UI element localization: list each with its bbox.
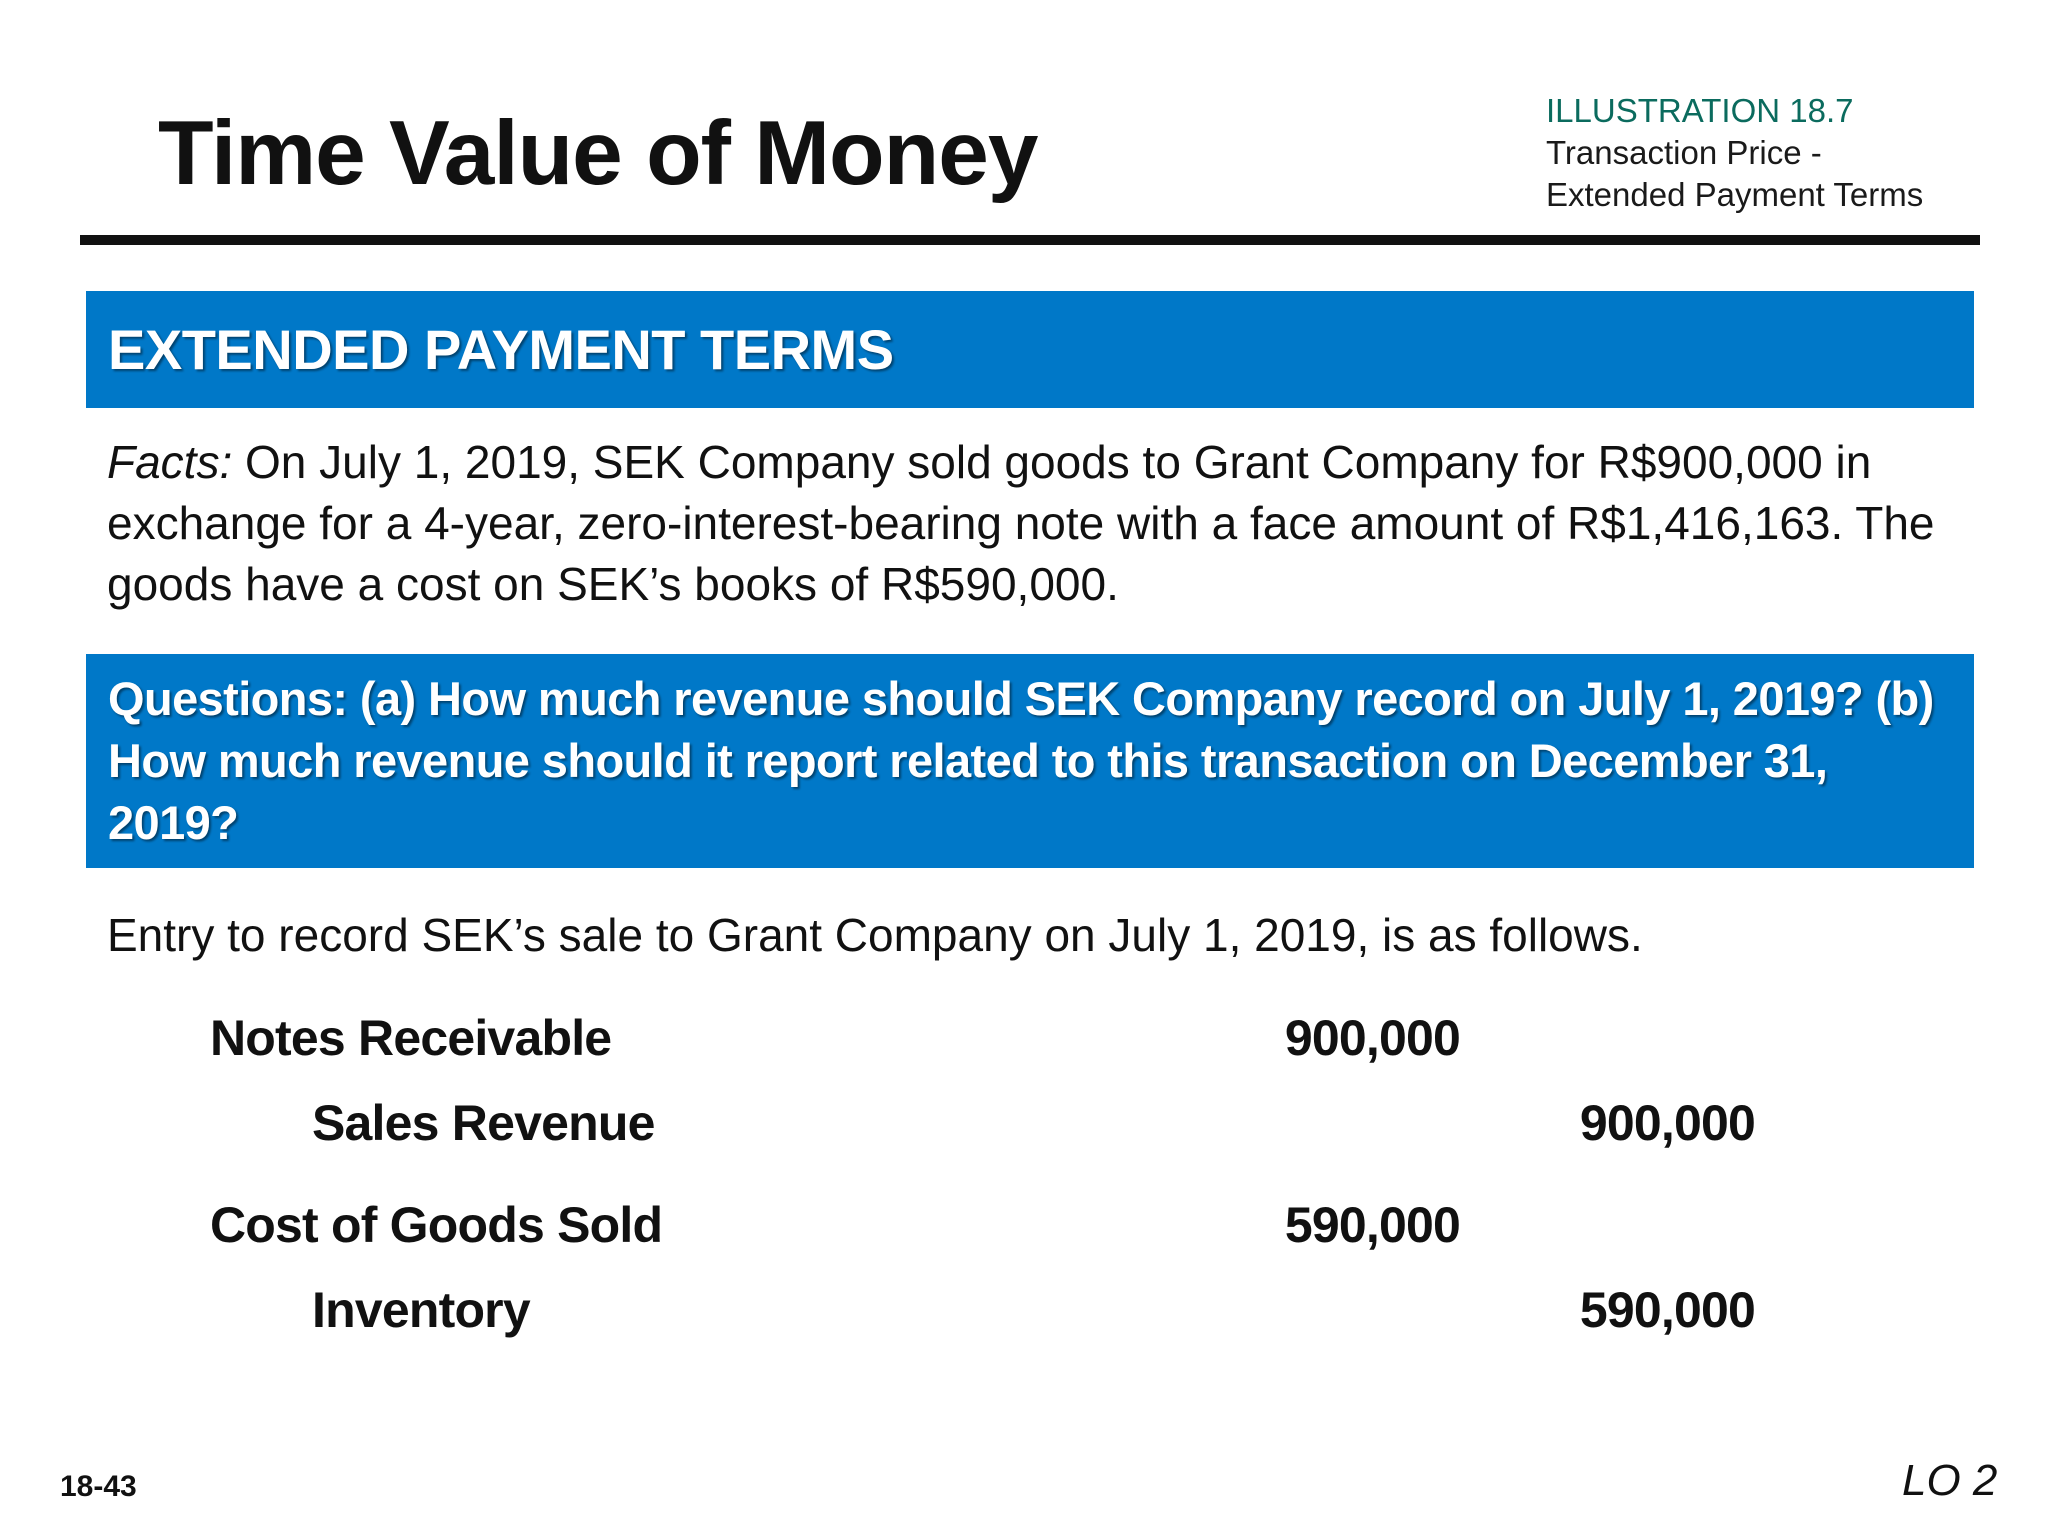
entry-intro: Entry to record SEK’s sale to Grant Company on July 1, 2019, is as follows.: [107, 909, 1643, 961]
journal-row: [0, 1280, 2048, 1340]
illustration-caption: [1546, 90, 2016, 216]
slide-number: 18-43: [60, 1470, 137, 1503]
journal-row: [0, 1195, 2048, 1255]
facts-label: Facts:: [107, 436, 233, 488]
journal-row: [0, 1093, 2048, 1153]
journal-row: [0, 1008, 2048, 1068]
facts-paragraph: [107, 432, 1987, 615]
journal-account: Notes Receivable: [210, 1010, 612, 1066]
illustration-number: ILLUSTRATION 18.7: [1546, 92, 1854, 129]
journal-debit: 590,000: [1284, 1197, 1460, 1253]
journal-credit: 900,000: [1579, 1095, 1755, 1151]
learning-objective: LO 2: [1902, 1456, 1998, 1505]
title-divider: [80, 235, 1980, 245]
journal-account: Cost of Goods Sold: [210, 1197, 663, 1253]
illustration-line-2: Extended Payment Terms: [1546, 176, 1924, 213]
facts-text: On July 1, 2019, SEK Company sold goods to Grant Company for R$900,000 in exchange for a 4-year, zero-interest-bearing note with a face amount of R$1,416,163. The goods have a cost on SEK’s books of R$590,000.: [107, 436, 1935, 610]
journal-debit: 900,000: [1284, 1010, 1460, 1066]
journal-credit: 590,000: [1579, 1282, 1755, 1338]
journal-account: Inventory: [312, 1282, 530, 1338]
section-banner-text: EXTENDED PAYMENT TERMS: [108, 318, 894, 381]
section-banner: [86, 291, 1974, 408]
questions-text: Questions: (a) How much revenue should SEK Company record on July 1, 2019? (b) How much revenue should it report related to this transaction on December 31, 2019?: [108, 672, 1934, 849]
questions-box: [86, 654, 1974, 868]
journal-account: Sales Revenue: [312, 1095, 655, 1151]
page-title: Time Value of Money: [158, 103, 1038, 204]
illustration-line-1: Transaction Price -: [1546, 134, 1822, 171]
